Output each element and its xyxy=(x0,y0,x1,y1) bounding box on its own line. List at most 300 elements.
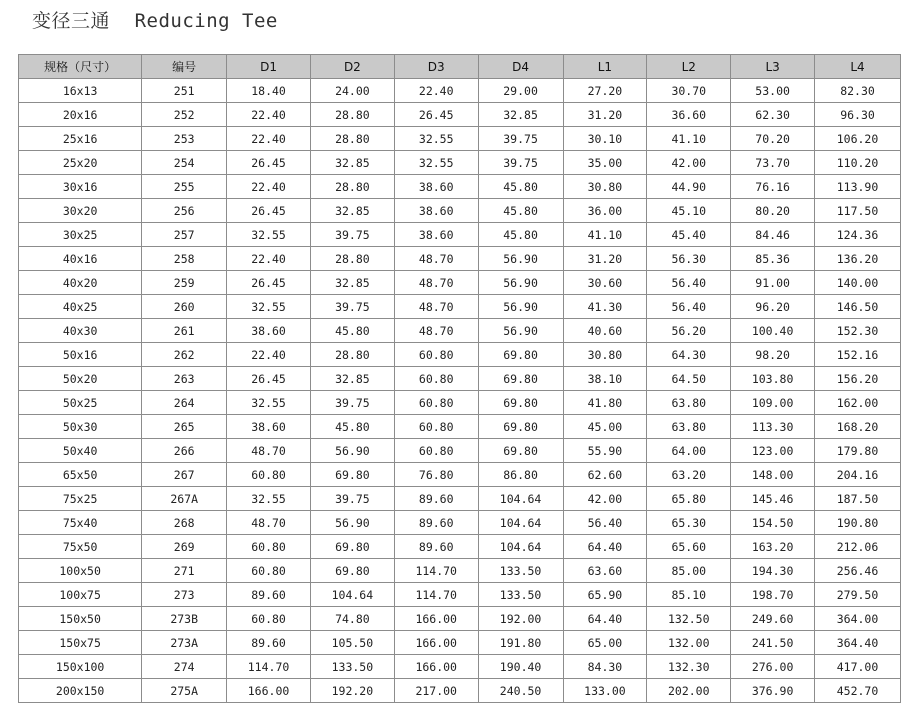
table-cell: 53.00 xyxy=(731,79,815,103)
table-cell: 32.85 xyxy=(310,271,394,295)
table-cell: 124.36 xyxy=(815,223,901,247)
table-cell: 85.00 xyxy=(647,559,731,583)
table-cell: 65.80 xyxy=(647,487,731,511)
table-cell: 56.90 xyxy=(310,511,394,535)
table-cell: 251 xyxy=(142,79,227,103)
table-cell: 166.00 xyxy=(227,679,311,703)
table-cell: 32.55 xyxy=(227,223,311,247)
table-cell: 24.00 xyxy=(310,79,394,103)
table-cell: 152.30 xyxy=(815,319,901,343)
table-cell: 41.80 xyxy=(563,391,647,415)
table-cell: 154.50 xyxy=(731,511,815,535)
table-cell: 38.60 xyxy=(394,175,478,199)
table-cell: 187.50 xyxy=(815,487,901,511)
table-cell: 26.45 xyxy=(394,103,478,127)
table-cell: 136.20 xyxy=(815,247,901,271)
table-cell: 152.16 xyxy=(815,343,901,367)
table-cell: 32.55 xyxy=(394,151,478,175)
table-cell: 32.55 xyxy=(227,295,311,319)
table-cell: 22.40 xyxy=(227,175,311,199)
table-cell: 63.20 xyxy=(647,463,731,487)
table-cell: 204.16 xyxy=(815,463,901,487)
table-cell: 32.85 xyxy=(478,103,563,127)
table-cell: 63.60 xyxy=(563,559,647,583)
header-cell-l3: L3 xyxy=(731,55,815,79)
table-cell: 56.90 xyxy=(310,439,394,463)
table-cell: 114.70 xyxy=(227,655,311,679)
table-cell: 35.00 xyxy=(563,151,647,175)
table-cell: 39.75 xyxy=(478,127,563,151)
table-row xyxy=(19,199,901,223)
table-cell: 42.00 xyxy=(563,487,647,511)
table-row xyxy=(19,367,901,391)
table-cell: 60.80 xyxy=(394,439,478,463)
table-cell: 30.10 xyxy=(563,127,647,151)
table-cell: 150x50 xyxy=(19,607,142,631)
table-cell: 150x100 xyxy=(19,655,142,679)
table-cell: 39.75 xyxy=(310,223,394,247)
table-cell: 148.00 xyxy=(731,463,815,487)
table-cell: 268 xyxy=(142,511,227,535)
table-cell: 65.90 xyxy=(563,583,647,607)
table-cell: 364.00 xyxy=(815,607,901,631)
table-cell: 22.40 xyxy=(227,103,311,127)
table-cell: 89.60 xyxy=(394,511,478,535)
table-cell: 69.80 xyxy=(478,343,563,367)
table-cell: 39.75 xyxy=(478,151,563,175)
table-cell: 32.85 xyxy=(310,151,394,175)
table-cell: 38.60 xyxy=(227,415,311,439)
table-row xyxy=(19,439,901,463)
table-cell: 191.80 xyxy=(478,631,563,655)
table-cell: 168.20 xyxy=(815,415,901,439)
table-row xyxy=(19,223,901,247)
table-cell: 64.00 xyxy=(647,439,731,463)
header-cell-l4: L4 xyxy=(815,55,901,79)
table-cell: 113.30 xyxy=(731,415,815,439)
table-cell: 48.70 xyxy=(227,439,311,463)
table-cell: 150x75 xyxy=(19,631,142,655)
table-cell: 60.80 xyxy=(394,415,478,439)
title-chinese: 变径三通 xyxy=(32,10,111,32)
table-cell: 133.50 xyxy=(478,583,563,607)
table-cell: 254 xyxy=(142,151,227,175)
table-row xyxy=(19,415,901,439)
table-cell: 260 xyxy=(142,295,227,319)
table-cell: 56.30 xyxy=(647,247,731,271)
table-cell: 70.20 xyxy=(731,127,815,151)
table-row xyxy=(19,463,901,487)
table-cell: 28.80 xyxy=(310,343,394,367)
table-cell: 69.80 xyxy=(478,439,563,463)
table-row xyxy=(19,559,901,583)
table-cell: 106.20 xyxy=(815,127,901,151)
table-cell: 60.80 xyxy=(227,463,311,487)
table-row xyxy=(19,583,901,607)
table-cell: 32.55 xyxy=(227,391,311,415)
table-cell: 103.80 xyxy=(731,367,815,391)
table-row xyxy=(19,319,901,343)
table-cell: 48.70 xyxy=(394,319,478,343)
table-cell: 376.90 xyxy=(731,679,815,703)
table-cell: 194.30 xyxy=(731,559,815,583)
table-cell: 162.00 xyxy=(815,391,901,415)
table-cell: 75x50 xyxy=(19,535,142,559)
table-cell: 276.00 xyxy=(731,655,815,679)
table-cell: 200x150 xyxy=(19,679,142,703)
table-cell: 38.60 xyxy=(227,319,311,343)
table-cell: 56.40 xyxy=(647,295,731,319)
header-cell-d4: D4 xyxy=(478,55,563,79)
table-row xyxy=(19,679,901,703)
table-row xyxy=(19,487,901,511)
table-cell: 86.80 xyxy=(478,463,563,487)
table-cell: 32.85 xyxy=(310,199,394,223)
table-cell: 364.40 xyxy=(815,631,901,655)
table-cell: 65.60 xyxy=(647,535,731,559)
table-cell: 48.70 xyxy=(227,511,311,535)
table-cell: 50x40 xyxy=(19,439,142,463)
table-cell: 56.90 xyxy=(478,295,563,319)
table-cell: 117.50 xyxy=(815,199,901,223)
table-cell: 50x20 xyxy=(19,367,142,391)
table-cell: 69.80 xyxy=(310,559,394,583)
table-cell: 140.00 xyxy=(815,271,901,295)
table-row xyxy=(19,247,901,271)
table-cell: 69.80 xyxy=(310,535,394,559)
table-cell: 60.80 xyxy=(227,607,311,631)
table-cell: 263 xyxy=(142,367,227,391)
table-cell: 98.20 xyxy=(731,343,815,367)
table-cell: 75x40 xyxy=(19,511,142,535)
table-cell: 76.80 xyxy=(394,463,478,487)
table-cell: 42.00 xyxy=(647,151,731,175)
table-cell: 30.60 xyxy=(563,271,647,295)
table-cell: 38.60 xyxy=(394,199,478,223)
table-cell: 190.40 xyxy=(478,655,563,679)
header-cell-d3: D3 xyxy=(394,55,478,79)
table-cell: 45.80 xyxy=(478,223,563,247)
table-cell: 146.50 xyxy=(815,295,901,319)
table-cell: 64.40 xyxy=(563,535,647,559)
table-cell: 69.80 xyxy=(310,463,394,487)
table-cell: 255 xyxy=(142,175,227,199)
table-cell: 32.55 xyxy=(227,487,311,511)
table-cell: 273 xyxy=(142,583,227,607)
table-cell: 32.55 xyxy=(394,127,478,151)
table-cell: 69.80 xyxy=(478,367,563,391)
table-cell: 26.45 xyxy=(227,151,311,175)
table-cell: 39.75 xyxy=(310,487,394,511)
table-cell: 74.80 xyxy=(310,607,394,631)
table-cell: 60.80 xyxy=(227,559,311,583)
table-cell: 96.20 xyxy=(731,295,815,319)
table-cell: 22.40 xyxy=(394,79,478,103)
table-row xyxy=(19,79,901,103)
table-cell: 84.30 xyxy=(563,655,647,679)
table-cell: 166.00 xyxy=(394,655,478,679)
table-cell: 192.00 xyxy=(478,607,563,631)
table-cell: 96.30 xyxy=(815,103,901,127)
table-cell: 256.46 xyxy=(815,559,901,583)
table-cell: 50x16 xyxy=(19,343,142,367)
table-row xyxy=(19,151,901,175)
table-cell: 45.40 xyxy=(647,223,731,247)
table-cell: 50x25 xyxy=(19,391,142,415)
table-cell: 30x25 xyxy=(19,223,142,247)
table-cell: 132.30 xyxy=(647,655,731,679)
header-cell-l1: L1 xyxy=(563,55,647,79)
table-cell: 45.80 xyxy=(478,175,563,199)
table-cell: 18.40 xyxy=(227,79,311,103)
table-cell: 241.50 xyxy=(731,631,815,655)
table-cell: 265 xyxy=(142,415,227,439)
table-body xyxy=(19,79,901,703)
table-cell: 55.90 xyxy=(563,439,647,463)
table-cell: 56.20 xyxy=(647,319,731,343)
table-cell: 76.16 xyxy=(731,175,815,199)
table-cell: 253 xyxy=(142,127,227,151)
table-header-row xyxy=(19,55,901,79)
table-cell: 109.00 xyxy=(731,391,815,415)
table-cell: 267 xyxy=(142,463,227,487)
table-cell: 89.60 xyxy=(394,487,478,511)
table-cell: 91.00 xyxy=(731,271,815,295)
table-cell: 258 xyxy=(142,247,227,271)
table-cell: 104.64 xyxy=(478,511,563,535)
table-cell: 41.30 xyxy=(563,295,647,319)
table-cell: 145.46 xyxy=(731,487,815,511)
table-cell: 259 xyxy=(142,271,227,295)
table-cell: 28.80 xyxy=(310,175,394,199)
table-cell: 39.75 xyxy=(310,391,394,415)
table-cell: 133.00 xyxy=(563,679,647,703)
table-cell: 179.80 xyxy=(815,439,901,463)
table-cell: 257 xyxy=(142,223,227,247)
table-cell: 40x25 xyxy=(19,295,142,319)
table-cell: 275A xyxy=(142,679,227,703)
table-cell: 45.80 xyxy=(310,415,394,439)
table-cell: 30.70 xyxy=(647,79,731,103)
table-row xyxy=(19,511,901,535)
table-cell: 28.80 xyxy=(310,103,394,127)
table-cell: 89.60 xyxy=(227,583,311,607)
table-cell: 50x30 xyxy=(19,415,142,439)
table-cell: 274 xyxy=(142,655,227,679)
table-cell: 84.46 xyxy=(731,223,815,247)
table-cell: 26.45 xyxy=(227,367,311,391)
table-cell: 271 xyxy=(142,559,227,583)
table-cell: 25x20 xyxy=(19,151,142,175)
table-cell: 63.80 xyxy=(647,415,731,439)
table-cell: 41.10 xyxy=(647,127,731,151)
table-row xyxy=(19,271,901,295)
table-cell: 44.90 xyxy=(647,175,731,199)
table-cell: 29.00 xyxy=(478,79,563,103)
table-cell: 60.80 xyxy=(227,535,311,559)
table-cell: 45.00 xyxy=(563,415,647,439)
table-cell: 40.60 xyxy=(563,319,647,343)
table-cell: 48.70 xyxy=(394,247,478,271)
table-cell: 256 xyxy=(142,199,227,223)
table-cell: 133.50 xyxy=(478,559,563,583)
table-cell: 56.90 xyxy=(478,247,563,271)
table-cell: 45.10 xyxy=(647,199,731,223)
table-cell: 69.80 xyxy=(478,391,563,415)
table-cell: 60.80 xyxy=(394,343,478,367)
header-cell-d1: D1 xyxy=(227,55,311,79)
table-cell: 62.30 xyxy=(731,103,815,127)
table-cell: 30x20 xyxy=(19,199,142,223)
table-row xyxy=(19,175,901,199)
table-cell: 249.60 xyxy=(731,607,815,631)
table-cell: 38.60 xyxy=(394,223,478,247)
table-cell: 114.70 xyxy=(394,583,478,607)
table-cell: 65.30 xyxy=(647,511,731,535)
table-cell: 104.64 xyxy=(478,487,563,511)
table-cell: 28.80 xyxy=(310,247,394,271)
table-cell: 279.50 xyxy=(815,583,901,607)
table-cell: 417.00 xyxy=(815,655,901,679)
table-cell: 190.80 xyxy=(815,511,901,535)
table-cell: 65x50 xyxy=(19,463,142,487)
table-cell: 40x20 xyxy=(19,271,142,295)
table-cell: 22.40 xyxy=(227,127,311,151)
table-cell: 166.00 xyxy=(394,631,478,655)
table-cell: 48.70 xyxy=(394,295,478,319)
table-cell: 25x16 xyxy=(19,127,142,151)
table-row xyxy=(19,295,901,319)
table-cell: 123.00 xyxy=(731,439,815,463)
table-cell: 80.20 xyxy=(731,199,815,223)
table-cell: 32.85 xyxy=(310,367,394,391)
table-cell: 62.60 xyxy=(563,463,647,487)
table-cell: 163.20 xyxy=(731,535,815,559)
table-cell: 64.30 xyxy=(647,343,731,367)
table-cell: 192.20 xyxy=(310,679,394,703)
table-row xyxy=(19,655,901,679)
table-cell: 100.40 xyxy=(731,319,815,343)
table-cell: 45.80 xyxy=(310,319,394,343)
title-english: Reducing Tee xyxy=(134,10,278,32)
table-cell: 40x30 xyxy=(19,319,142,343)
table-cell: 69.80 xyxy=(478,415,563,439)
table-cell: 22.40 xyxy=(227,247,311,271)
table-cell: 100x75 xyxy=(19,583,142,607)
table-row xyxy=(19,343,901,367)
header-cell-l2: L2 xyxy=(647,55,731,79)
table-cell: 41.10 xyxy=(563,223,647,247)
table-cell: 26.45 xyxy=(227,199,311,223)
table-cell: 89.60 xyxy=(227,631,311,655)
table-cell: 60.80 xyxy=(394,391,478,415)
table-row xyxy=(19,607,901,631)
table-cell: 75x25 xyxy=(19,487,142,511)
table-cell: 56.40 xyxy=(647,271,731,295)
table-cell: 64.40 xyxy=(563,607,647,631)
table-cell: 56.40 xyxy=(563,511,647,535)
table-cell: 452.70 xyxy=(815,679,901,703)
table-cell: 105.50 xyxy=(310,631,394,655)
table-cell: 45.80 xyxy=(478,199,563,223)
table-cell: 31.20 xyxy=(563,247,647,271)
header-cell-d2: D2 xyxy=(310,55,394,79)
header-cell-code: 编号 xyxy=(142,55,227,79)
table-cell: 202.00 xyxy=(647,679,731,703)
table-cell: 132.50 xyxy=(647,607,731,631)
table-cell: 85.36 xyxy=(731,247,815,271)
table-cell: 85.10 xyxy=(647,583,731,607)
reducing-tee-spec-table xyxy=(18,54,901,703)
table-cell: 132.00 xyxy=(647,631,731,655)
table-cell: 63.80 xyxy=(647,391,731,415)
table-cell: 82.30 xyxy=(815,79,901,103)
table-cell: 104.64 xyxy=(310,583,394,607)
table-cell: 261 xyxy=(142,319,227,343)
table-row xyxy=(19,535,901,559)
table-cell: 56.90 xyxy=(478,319,563,343)
table-cell: 56.90 xyxy=(478,271,563,295)
table-cell: 114.70 xyxy=(394,559,478,583)
table-cell: 28.80 xyxy=(310,127,394,151)
table-cell: 20x16 xyxy=(19,103,142,127)
table-cell: 64.50 xyxy=(647,367,731,391)
page-title xyxy=(32,6,278,36)
table-cell: 38.10 xyxy=(563,367,647,391)
table-cell: 39.75 xyxy=(310,295,394,319)
table-cell: 104.64 xyxy=(478,535,563,559)
table-cell: 16x13 xyxy=(19,79,142,103)
table-row xyxy=(19,127,901,151)
table-cell: 266 xyxy=(142,439,227,463)
header-cell-spec: 规格（尺寸） xyxy=(19,55,142,79)
table-cell: 198.70 xyxy=(731,583,815,607)
table-cell: 26.45 xyxy=(227,271,311,295)
table-cell: 262 xyxy=(142,343,227,367)
table-cell: 267A xyxy=(142,487,227,511)
table-row xyxy=(19,631,901,655)
table-cell: 27.20 xyxy=(563,79,647,103)
table-cell: 36.60 xyxy=(647,103,731,127)
table-cell: 273B xyxy=(142,607,227,631)
table-row xyxy=(19,391,901,415)
table-cell: 100x50 xyxy=(19,559,142,583)
table-cell: 217.00 xyxy=(394,679,478,703)
table-row xyxy=(19,103,901,127)
table-cell: 40x16 xyxy=(19,247,142,271)
table-cell: 212.06 xyxy=(815,535,901,559)
table-cell: 269 xyxy=(142,535,227,559)
table-cell: 264 xyxy=(142,391,227,415)
table-cell: 60.80 xyxy=(394,367,478,391)
table-cell: 30.80 xyxy=(563,343,647,367)
table-cell: 31.20 xyxy=(563,103,647,127)
table-cell: 273A xyxy=(142,631,227,655)
table-cell: 156.20 xyxy=(815,367,901,391)
table-cell: 73.70 xyxy=(731,151,815,175)
table-cell: 89.60 xyxy=(394,535,478,559)
table-cell: 110.20 xyxy=(815,151,901,175)
table-cell: 65.00 xyxy=(563,631,647,655)
table-cell: 30x16 xyxy=(19,175,142,199)
table-cell: 133.50 xyxy=(310,655,394,679)
table-cell: 240.50 xyxy=(478,679,563,703)
table-cell: 36.00 xyxy=(563,199,647,223)
table-cell: 166.00 xyxy=(394,607,478,631)
table-cell: 30.80 xyxy=(563,175,647,199)
table-cell: 113.90 xyxy=(815,175,901,199)
table-cell: 22.40 xyxy=(227,343,311,367)
